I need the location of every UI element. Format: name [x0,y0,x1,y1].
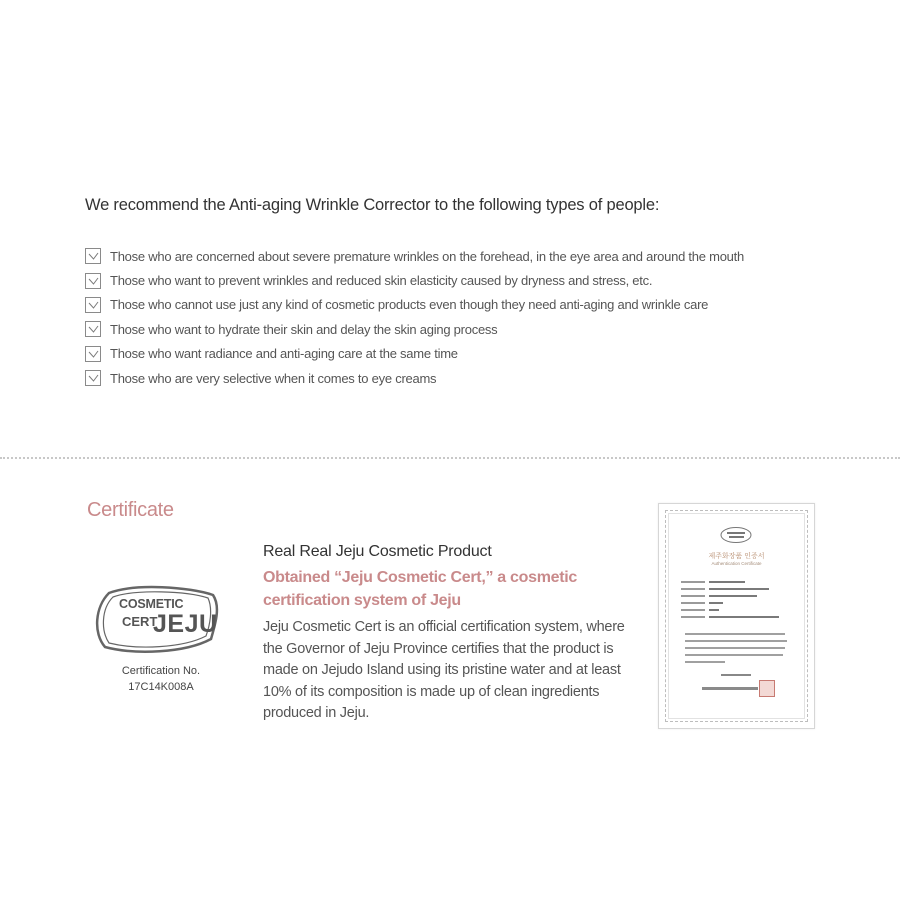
product-subtitle: Obtained “Jeju Cosmetic Cert,” a cosmetic certification system of Jeju [263,569,578,609]
checkbox-icon [85,346,101,362]
checklist-text: Those who want to prevent wrinkles and reduced skin elasticity caused by dryness and stress, etc. [110,273,653,289]
certificate-document-image [658,503,815,729]
checkbox-icon [85,273,101,289]
checklist-item [85,342,744,366]
checklist-item [85,268,744,292]
certification-number-label: Certification No. [121,665,201,677]
certificate-section-title: Certificate [87,499,174,521]
product-title: Real Real Jeju Cosmetic Product [263,543,492,560]
checklist-text: Those who are very selective when it comes to eye creams [110,370,437,386]
section-divider [0,457,900,459]
logo-line1: COSMETIC [119,597,184,611]
doc-fields [681,578,779,620]
doc-body-text [685,633,787,668]
checklist-item [85,244,744,268]
checkbox-icon [85,248,101,264]
certification-number-value: 17C14K008A [128,681,194,693]
checklist-item [85,317,744,341]
logo-line3: JEJU [153,610,218,638]
checkbox-icon [85,321,101,337]
checkbox-icon [85,297,101,313]
doc-date [721,674,751,676]
checklist-text: Those who are concerned about severe premature wrinkles on the forehead, in the eye area and around the mouth [110,248,744,264]
official-seal-icon [759,680,775,697]
checklist-item [85,293,744,317]
doc-title: 제주화장품 인증서 [708,553,765,560]
checklist-item [85,366,744,390]
doc-logo-icon [719,526,753,544]
checklist-text: Those who cannot use just any kind of cosmetic products even though they need anti-aging and wrinkle care [110,297,709,313]
recommend-checklist [85,244,744,390]
checklist-text: Those who want to hydrate their skin and delay the skin aging process [110,321,498,337]
doc-issuer [702,687,758,690]
checkbox-icon [85,370,101,386]
product-description: Jeju Cosmetic Cert is an official certification system, where the Governor of Jeju Province certifies that the product is made on Jejudo Island using its pristine water and at least 10% of its composition is made up of clean ingredients produced in Jeju. [263,619,625,721]
recommend-heading: We recommend the Anti-aging Wrinkle Corrector to the following types of people: [85,196,660,214]
checklist-text: Those who want radiance and anti-aging care at the same time [110,346,458,362]
doc-subtitle: Authentication Certificate [711,561,762,566]
logo-line2: CERT [122,614,158,629]
cosmetic-cert-jeju-logo [95,585,220,657]
